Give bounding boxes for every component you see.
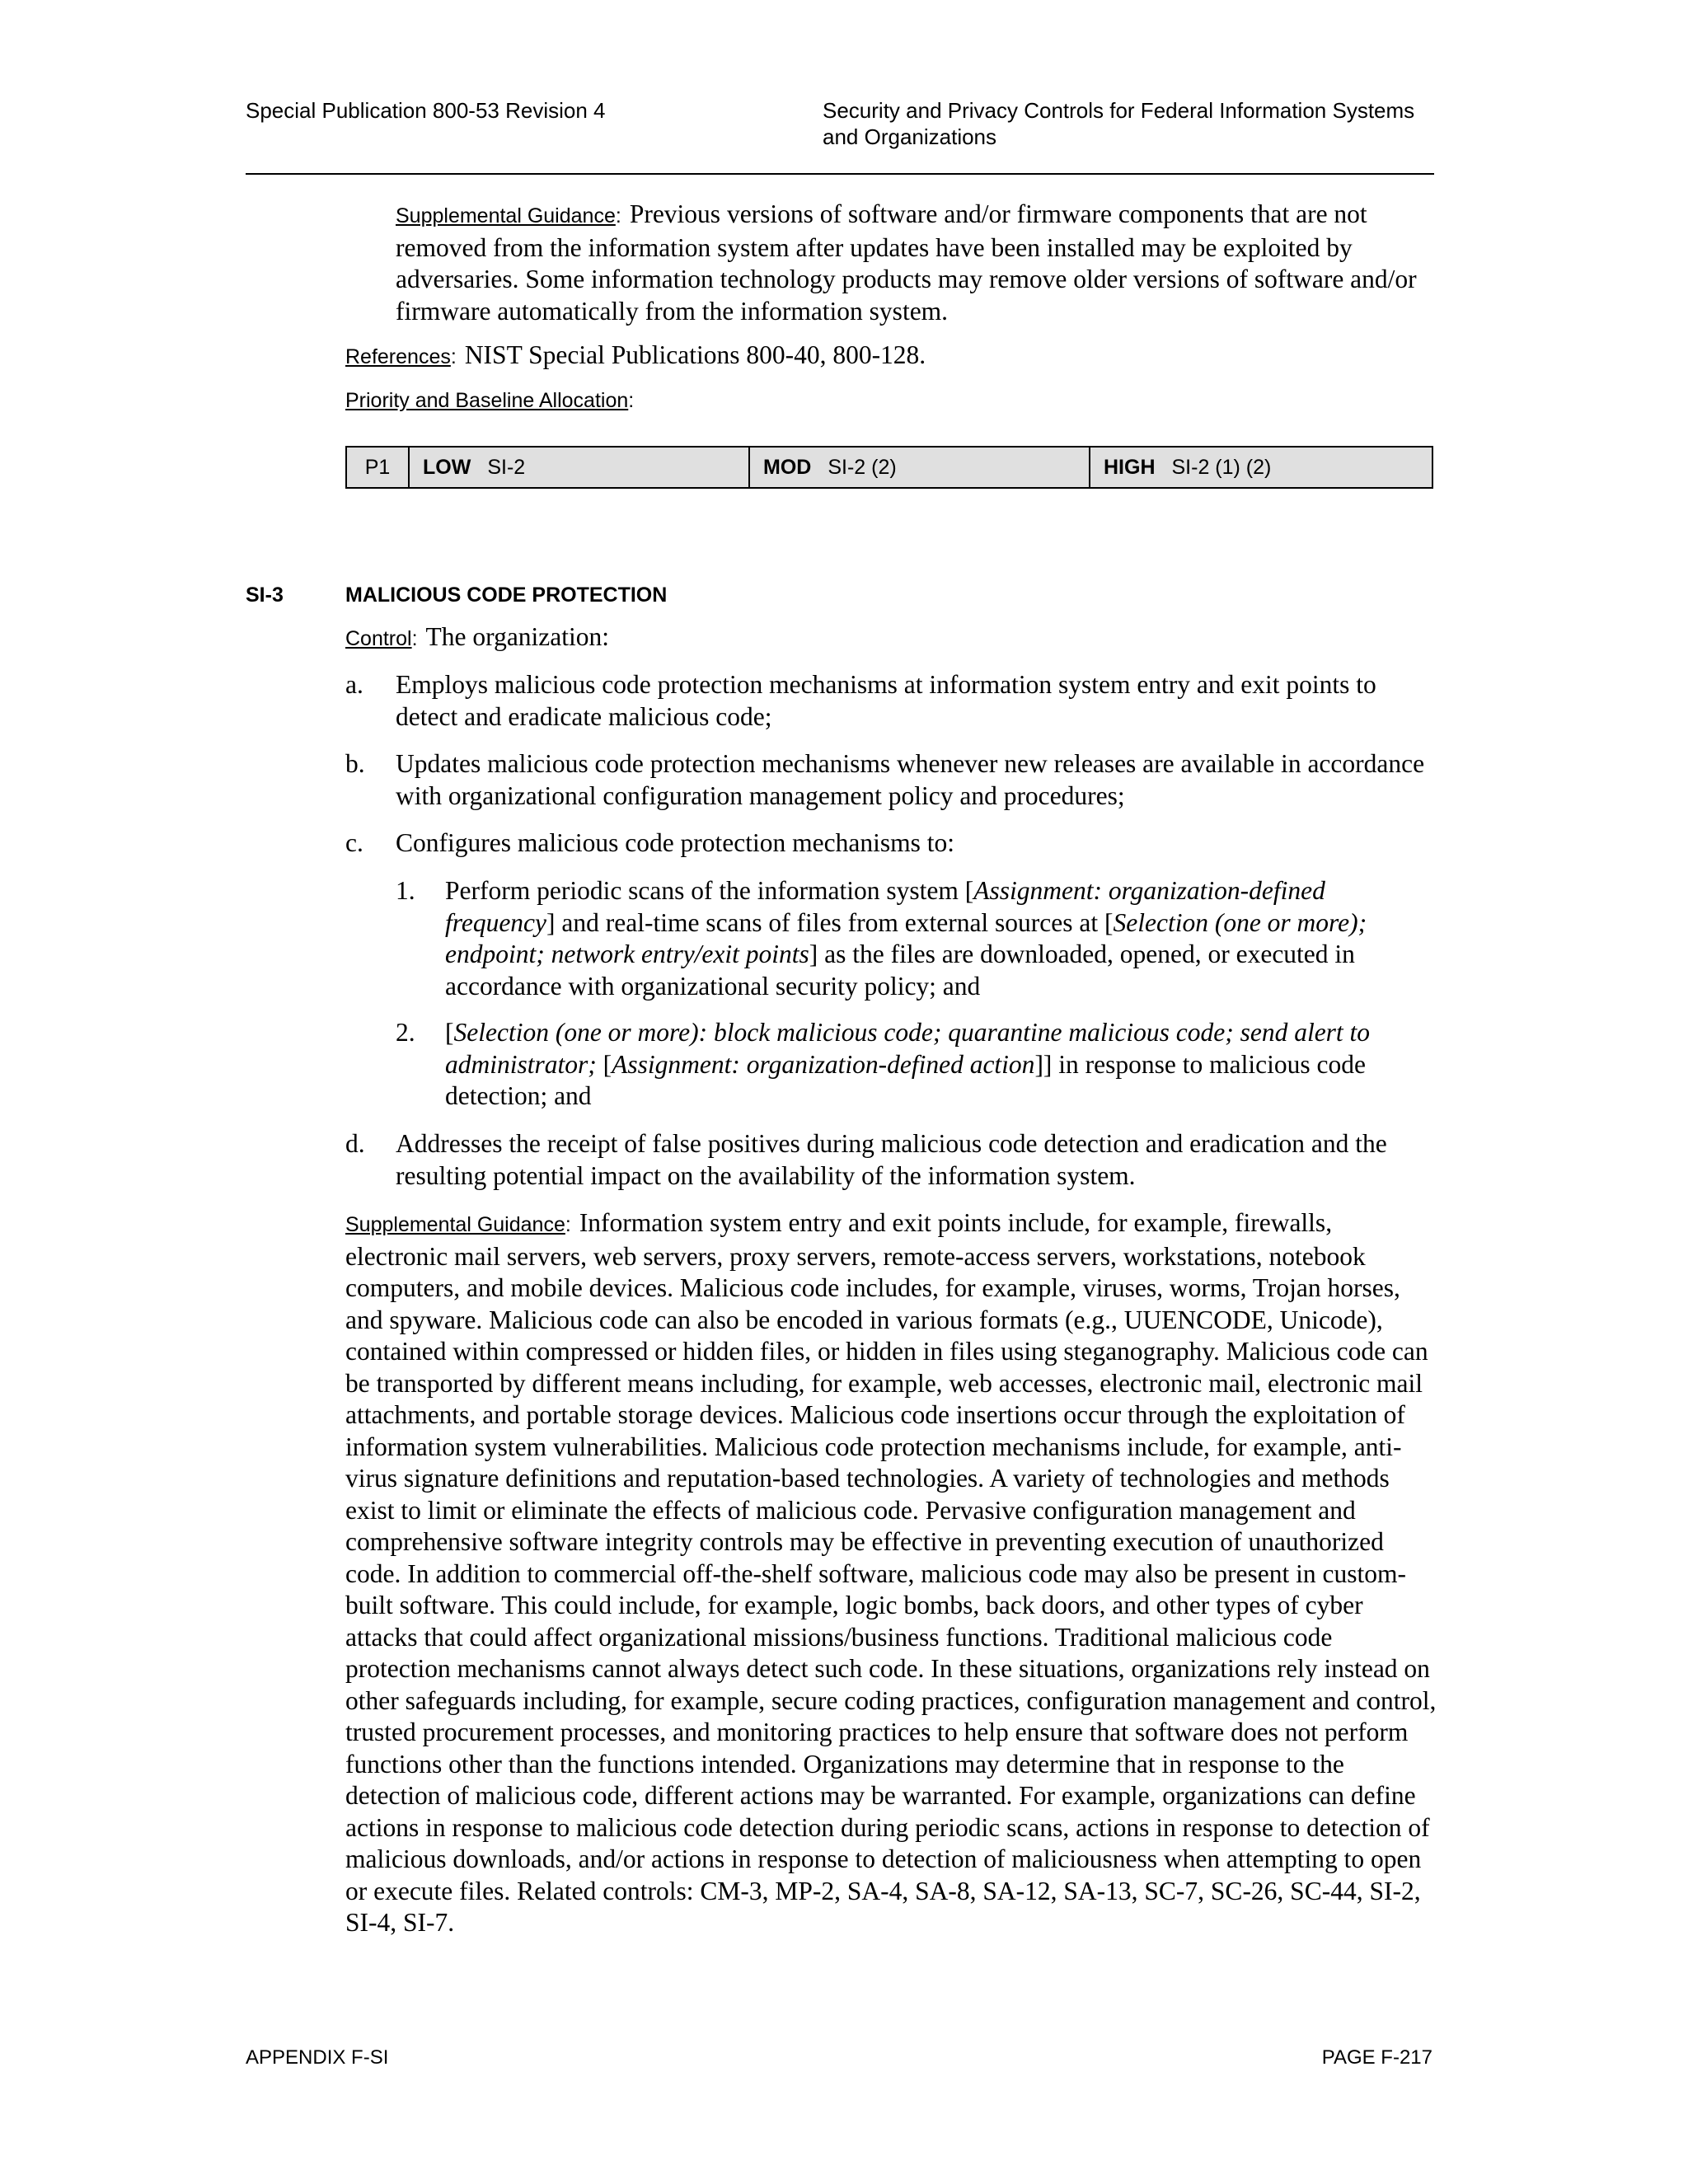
control-intro-text: The organization: — [425, 622, 610, 651]
text-run: [ — [596, 1049, 612, 1079]
supplemental-guidance-label: Supplemental Guidance — [396, 204, 616, 227]
list-item-text: Addresses the receipt of false positives during malicious code detection and eradication and the resulting potential impact on the availability of the information system. — [396, 1129, 1387, 1190]
priority-value: P1 — [364, 456, 391, 479]
low-baseline-cell — [408, 448, 748, 487]
list-item-text: Employs malicious code protection mechanisms at information system entry and exit points to detect and eradicate malicious code; — [396, 670, 1376, 731]
control-item-c — [345, 827, 1433, 860]
control-item-a — [345, 669, 1433, 733]
control-title: MALICIOUS CODE PROTECTION — [345, 583, 668, 607]
list-marker: a. — [345, 670, 363, 699]
list-item-text — [445, 1017, 1434, 1113]
mod-value: SI-2 (2) — [828, 456, 897, 479]
control-item-b — [345, 748, 1433, 812]
text-run: ]] in response to malicious code detection; and — [445, 1049, 1366, 1110]
text-run: Perform periodic scans of the information system [ — [445, 876, 974, 905]
running-header-right — [823, 97, 1449, 150]
baseline-allocation-table — [345, 446, 1433, 489]
low-value: SI-2 — [487, 456, 526, 479]
mod-label: MOD — [763, 456, 812, 479]
high-label: HIGH — [1104, 456, 1156, 479]
running-header-right-line1: Security and Privacy Controls for Federal Information Systems — [823, 98, 1415, 123]
control-subitem-1 — [396, 875, 1434, 1002]
priority-cell — [347, 448, 408, 487]
list-item-text: Configures malicious code protection mechanisms to: — [396, 828, 954, 857]
low-label: LOW — [423, 456, 471, 479]
footer-page-number: PAGE F-217 — [1321, 2046, 1432, 2069]
list-item-text — [445, 875, 1434, 1002]
control-label: Control — [345, 627, 412, 650]
prev-references: References: NIST Special Publications 800-40, 800-128. — [345, 340, 926, 369]
list-item-text: Updates malicious code protection mechanisms whenever new releases are available in accordance with organizational configuration management policy and procedures; — [396, 749, 1425, 810]
selection-text: Selection (one or more); endpoint; network entry/exit points — [445, 907, 1367, 968]
supplemental-guidance-text: Information system entry and exit points include, for example, firewalls, electronic mail servers, web servers, proxy servers, remote-access servers, workstations, notebook computers, and mobile devices. Malicious code includes, for example, viruses, worms, Trojan horses, and spyware. Malicious code can also be encoded in various formats (e.g., UUENCODE, Unicode), contained within compressed or hidden files, or hidden in files using steganography. Malicious code can be transported by different means including, for example, web accesses, electronic mail, electronic mail attachments, and portable storage devices. Malicious code insertions occur through the exploitation of information system vulnerabilities. Malicious code protection mechanisms include, for example, anti-virus signature definitions and reputation-based technologies. A variety of technologies and methods exist to limit or eliminate the effects of malicious code. Pervasive configuration management and comprehensive software integrity controls may be effective in preventing execution of unauthorized code. In addition to commercial off-the-shelf software, malicious code may also be present in custom-built software. This could include, for example, logic bombs, back doors, and other types of cyber attacks that could affect organizational missions/business functions. Traditional malicious code protection mechanisms cannot always detect such code. In these situations, organizations rely instead on other safeguards including, for example, secure coding practices, configuration management and control, trusted procurement processes, and monitoring practices to help ensure that software does not perform functions other than the functions intended. Organizations may determine that in response to the detection of malicious code, different actions may be warranted. For example, organizations can define actions in response to malicious code detection during periodic scans, actions in response to detection of malicious downloads, and/or actions in response to detection of maliciousness when attempting to open or execute files. Related controls: CM-3, MP-2, SA-4, SA-8, SA-12, SA-13, SC-7, SC-26, SC-44, SI-2, SI-4, SI-7. — [345, 1208, 1437, 1937]
control-id: SI-3 — [246, 583, 284, 607]
mod-baseline-cell — [748, 448, 1089, 487]
control-statement-intro: Control: The organization: — [345, 622, 610, 651]
priority-baseline-label: Priority and Baseline Allocation — [345, 389, 629, 412]
list-marker: d. — [345, 1129, 365, 1158]
list-marker: 1. — [396, 876, 415, 905]
assignment-text: Assignment: organization-defined action — [612, 1049, 1035, 1079]
selection-text: Selection (one or more): block malicious code; quarantine malicious code; send alert to administrator; — [445, 1018, 1371, 1079]
text-run: ] as the files are downloaded, opened, or executed in accordance with organizational security policy; and — [445, 940, 1355, 1001]
text-run: [ — [445, 1018, 454, 1047]
running-header-left: Special Publication 800-53 Revision 4 — [246, 98, 606, 123]
text-run: ] and real-time scans of files from external sources at [ — [546, 907, 1114, 937]
high-value: SI-2 (1) (2) — [1171, 456, 1272, 479]
header-rule — [246, 173, 1434, 175]
control-subitem-2 — [396, 1017, 1434, 1113]
running-header-right-line2: and Organizations — [823, 124, 997, 149]
assignment-text: Assignment: organization-defined frequency — [445, 876, 1325, 937]
high-baseline-cell — [1089, 448, 1432, 487]
si3-supplemental-guidance: Supplemental Guidance: Information system entry and exit points include, for example, firewalls, electronic mail servers, web servers, proxy servers, remote-access servers, workstations, notebook computers, and mobile devices. Malicious code includes, for example, viruses, worms, Trojan horses, and spyware. Malicious code can also be encoded in various formats (e.g., UUENCODE, Unicode), contained within compressed or hidden files, or hidden in files using steganography. Malicious code can be transported by different means including, for example, web accesses, electronic mail, electronic mail attachments, and portable storage devices. Malicious code insertions occur through the exploitation of information system vulnerabilities. Malicious code protection mechanisms include, for example, anti-virus signature definitions and reputation-based technologies. A variety of technologies and methods exist to limit or eliminate the effects of malicious code. Pervasive configuration management and comprehensive software integrity controls may be effective in preventing execution of unauthorized code. In addition to commercial off-the-shelf software, malicious code may also be present in custom-built software. This could include, for example, logic bombs, back doors, and other types of cyber attacks that could affect organizational missions/business functions. Traditional malicious code protection mechanisms cannot always detect such code. In these situations, organizations rely instead on other safeguards including, for example, secure coding practices, configuration management and control, trusted procurement processes, and monitoring practices to help ensure that software does not perform functions other than the functions intended. Organizations may determine that in response to the detection of malicious code, different actions may be warranted. For example, organizations can define actions in response to malicious code detection during periodic scans, actions in response to detection of malicious downloads, and/or actions in response to detection of maliciousness when attempting to open or execute files. Related controls: CM-3, MP-2, SA-4, SA-8, SA-12, SA-13, SC-7, SC-26, SC-44, SI-2, SI-4, SI-7. — [345, 1208, 1437, 1937]
prev-supplemental-guidance: Supplemental Guidance: Previous versions of software and/or firmware components that are not removed from the information system after updates have been installed may be exploited by adversaries. Some information technology products may remove older versions of software and/or firmware automatically from the information system. — [396, 199, 1417, 326]
supplemental-guidance-text: Previous versions of software and/or firmware components that are not removed from the information system after updates have been installed may be exploited by adversaries. Some information technology products may remove older versions of software and/or firmware automatically from the information system. — [396, 199, 1417, 326]
list-marker: c. — [345, 828, 363, 857]
footer-appendix: APPENDIX F-SI — [246, 2046, 389, 2069]
priority-baseline-heading: Priority and Baseline Allocation: — [345, 389, 635, 412]
list-marker: 2. — [396, 1018, 415, 1047]
references-label: References — [345, 345, 451, 368]
list-marker: b. — [345, 749, 365, 778]
supplemental-guidance-label: Supplemental Guidance — [345, 1213, 565, 1236]
references-text: NIST Special Publications 800-40, 800-128. — [464, 340, 926, 369]
control-item-d — [345, 1128, 1433, 1192]
